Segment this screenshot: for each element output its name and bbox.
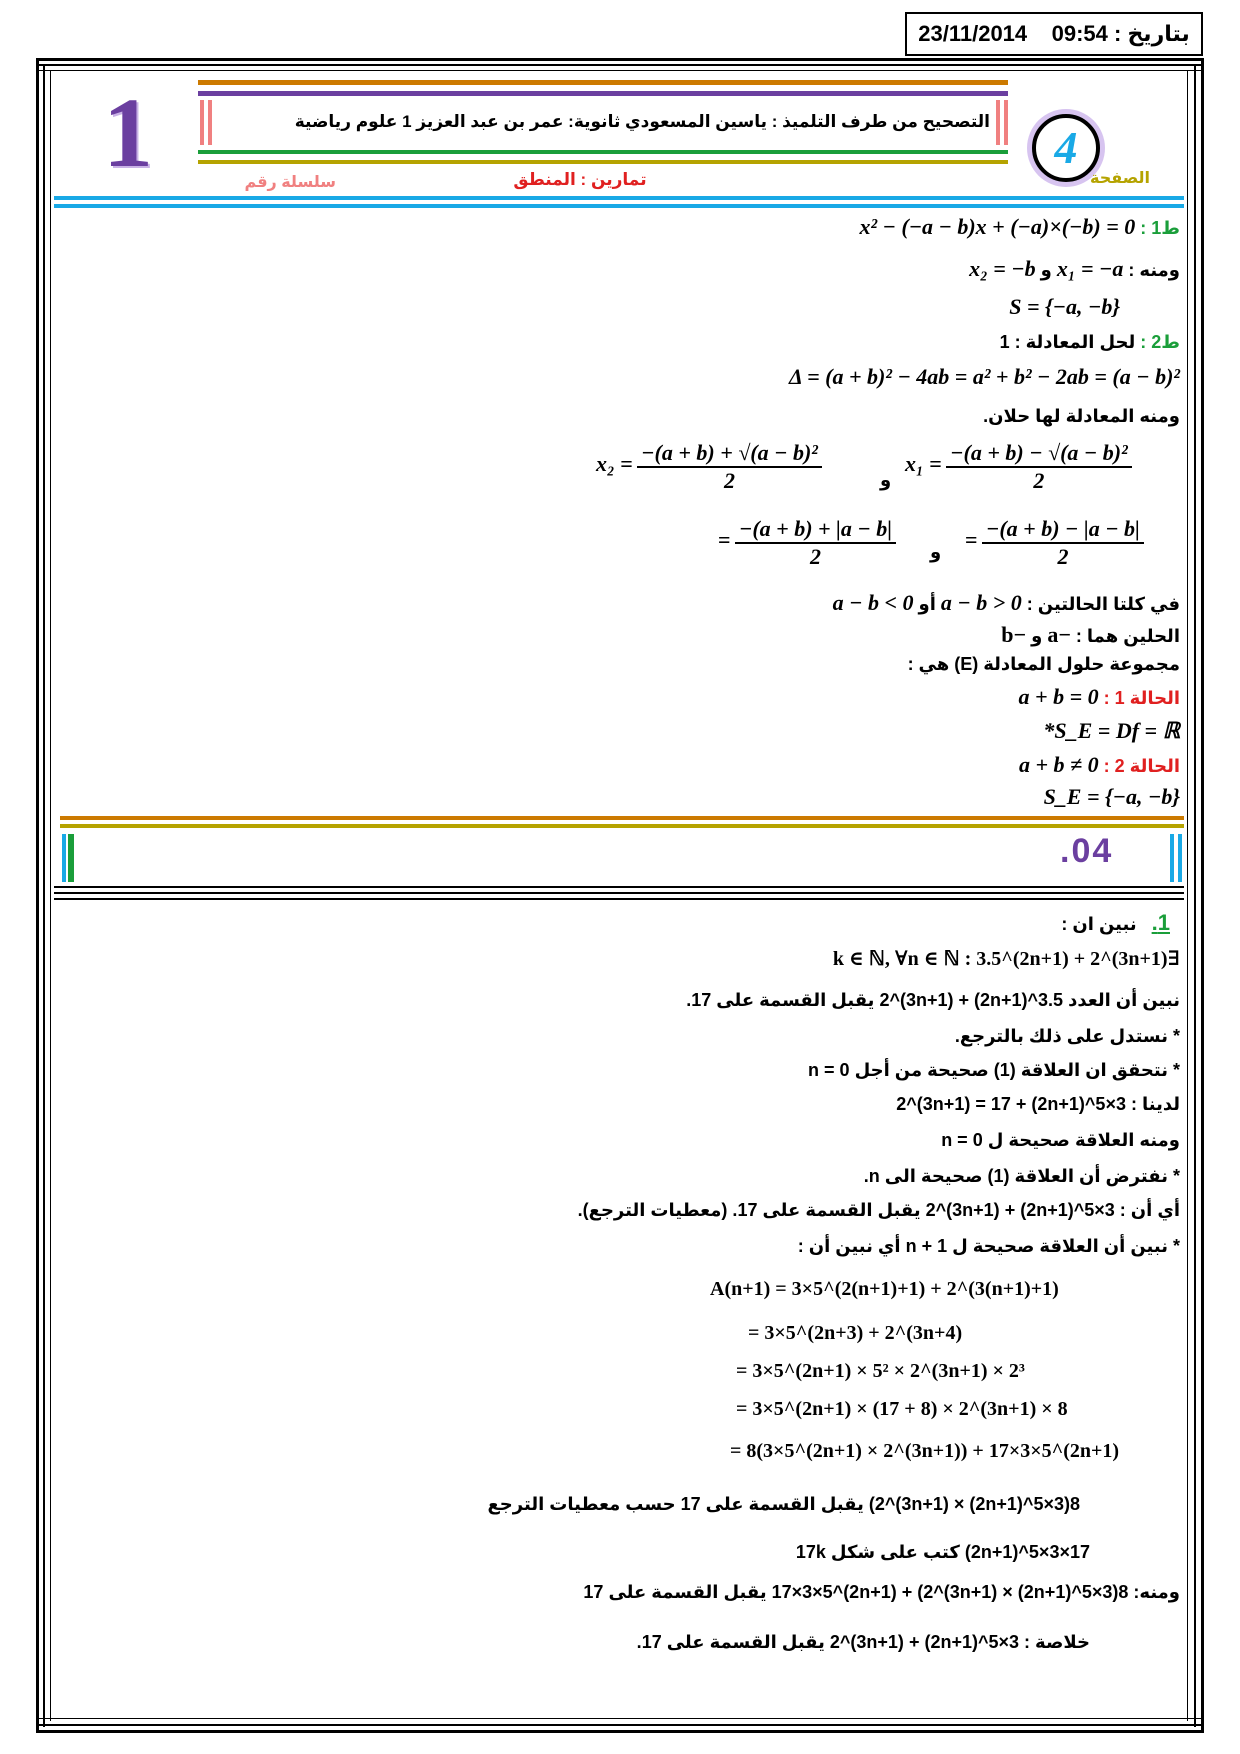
case2-label: الحالة 2 :: [1103, 756, 1180, 776]
case1-label: الحالة 1 :: [1103, 688, 1180, 708]
frame-left-3: [50, 70, 51, 1721]
pink-bar-right-1: [996, 100, 1000, 145]
q1-hence-line: [969, 256, 1180, 282]
q1-hence-label: ومنه :: [1128, 260, 1180, 280]
case-neg: a − b < 0: [832, 590, 914, 615]
p2-l6: * نفترض أن العلاقة (1) صحيحة الى n.: [863, 1166, 1180, 1186]
section-bar-green: [68, 834, 74, 882]
date-label: بتاريخ :: [1114, 21, 1190, 46]
time-value: 09:54: [1051, 21, 1108, 46]
x2-lhs: x₂ =: [596, 451, 633, 477]
case2-set: S_E = {−a, −b}: [1043, 784, 1180, 809]
abs-x2-numerator: −(a + b) + |a − b|: [735, 516, 896, 544]
case2-cond: a + b ≠ 0: [1019, 752, 1099, 777]
abs-x1-denominator: 2: [1057, 544, 1069, 569]
frame-top-3: [36, 70, 1204, 71]
section-rule-3: [54, 898, 1184, 900]
frame-bottom-2: [36, 1724, 1204, 1726]
date-box: [905, 12, 1203, 56]
case-pos: a − b > 0: [940, 590, 1022, 615]
x2-denominator: 2: [724, 468, 736, 493]
show-that: نبين ان :: [1061, 914, 1137, 934]
case2-set-line: [1044, 784, 1180, 810]
page-label: الصفحة: [1090, 170, 1151, 187]
abs-x1-numerator: −(a + b) − |a − b|: [982, 516, 1144, 544]
abs-x2-denominator: 2: [810, 544, 822, 569]
x2-fraction: [637, 440, 822, 494]
case2-line: [1019, 752, 1180, 778]
series-number-logo: [88, 77, 168, 188]
derivation-a1: A(n+1) = 3×5^(2(n+1)+1) + 2^(3(n+1)+1): [710, 1278, 1059, 1300]
header-band-purple: [198, 91, 1008, 96]
x1-denominator: 2: [1033, 468, 1045, 493]
derivation-a3: = 3×5^(2n+1) × 5² × 2^(3n+1) × 2³: [736, 1360, 1025, 1382]
frame-left-1: [36, 58, 39, 1733]
section-rule-1: [54, 886, 1184, 888]
divider-orange-1: [60, 816, 1184, 820]
header-band-green: [198, 150, 1008, 154]
q2-text: لحل المعادلة : 1: [999, 332, 1136, 352]
section-bar-right-cyan-2: [1178, 834, 1182, 882]
derivation-a2: = 3×5^(2n+3) + 2^(3n+4): [748, 1322, 963, 1344]
x2-numerator: −(a + b) + √(a − b)²: [637, 440, 822, 468]
frame-right-2: [1194, 64, 1196, 1727]
header-title: التصحيح من طرف التلميذ : ياسين المسعودي ثانوية: عمر بن عبد العزيز 1 علوم رياضية: [294, 112, 990, 131]
abs-x1-block: [965, 516, 1144, 570]
x1-lhs: x₁ =: [905, 451, 942, 477]
both-cases-line: [833, 590, 1180, 616]
section-bar-right-cyan: [1170, 834, 1174, 882]
statement: ∃k ∈ ℕ, ∀n ∈ ℕ : 3.5^(2n+1) + 2^(3n+1): [832, 948, 1180, 970]
abs-x1-fraction: [982, 516, 1144, 570]
two-solutions-line: ومنه المعادلة لها حلان.: [983, 406, 1180, 426]
sol-and: و: [1031, 626, 1043, 646]
header-band-cyan-2: [54, 204, 1184, 208]
series-number: 1: [103, 77, 153, 188]
pink-bar-left-1: [200, 100, 204, 145]
q1-equation: x² − (−a − b)x + (−a)×(−b) = 0: [859, 214, 1136, 239]
delta-equation: Δ = (a + b)² − 4ab = a² + b² − 2ab = (a − b)²: [789, 364, 1180, 389]
frame-bottom-3: [36, 1730, 1204, 1733]
case1-line: [1019, 684, 1180, 710]
frame-bottom-1: [36, 1718, 1204, 1719]
p2-l12: خلاصة : 3×5^(2n+1) + 2^(3n+1) يقبل القسمة على 17.: [636, 1632, 1090, 1652]
sol-a: −a: [1047, 622, 1071, 647]
q1-set: S = {−a, −b}: [1009, 294, 1120, 319]
delta-line: [789, 364, 1180, 390]
frame-top-1: [36, 58, 1204, 61]
case1-set-line: [1043, 718, 1180, 744]
divider-olive: [60, 824, 1184, 828]
root-x1-block: [905, 440, 1132, 494]
header-band-cyan-1: [54, 196, 1184, 200]
statement-line: [833, 946, 1180, 971]
date-value: 23/11/2014: [918, 21, 1028, 46]
set-E-line: مجموعة حلول المعادلة (E) هي :: [907, 654, 1180, 674]
exercise-number: .04: [1060, 832, 1114, 870]
p2-l7: أي أن : 3×5^(2n+1) + 2^(3n+1) يقبل القسمة على 17. (معطيات الترجع).: [577, 1200, 1180, 1220]
q1-label: ط1 :: [1140, 218, 1180, 238]
frame-top-2: [36, 64, 1204, 66]
abs-and: و: [930, 542, 942, 562]
roots-and: و: [880, 470, 892, 490]
case-or: أو: [918, 594, 936, 614]
pink-bar-left-2: [208, 100, 212, 145]
exercise-subtitle: تمارين : المنطق: [513, 170, 647, 189]
section-bar-cyan: [62, 834, 66, 882]
frame-right-3: [1187, 70, 1188, 1721]
sol-b: −b: [1001, 622, 1027, 647]
derivation-a5: = 8(3×5^(2n+1) × 2^(3n+1)) + 17×3×5^(2n+1): [730, 1440, 1120, 1462]
frame-left-2: [43, 64, 45, 1727]
p2-l10: 17×3×5^(2n+1) كتب على شكل 17k: [795, 1542, 1090, 1562]
solutions-are-label: الحلين هما :: [1075, 626, 1180, 646]
derivation-a4: = 3×5^(2n+1) × (17 + 8) × 2^(3n+1) × 8: [736, 1398, 1068, 1420]
abs-x2-fraction: [735, 516, 896, 570]
root-x2-block: [596, 440, 822, 494]
q2-label: ط2 :: [1140, 332, 1180, 352]
p2-l1: نبين أن العدد 3.5^(2n+1) + 2^(3n+1) يقبل القسمة على 17.: [686, 990, 1180, 1010]
x1-fraction: [946, 440, 1132, 494]
abs-x2-eq: =: [718, 527, 731, 553]
pink-bar-right-2: [1004, 100, 1008, 145]
q1-marker: 1.: [1151, 910, 1170, 935]
section-rule-2: [54, 892, 1184, 894]
p2-l4: لدينا : 3×5^(2n+1) + 2^(3n+1) = 17: [896, 1094, 1180, 1114]
series-label: سلسلة رقم: [244, 174, 336, 191]
q2-line: [1000, 332, 1180, 353]
x1-numerator: −(a + b) − √(a − b)²: [946, 440, 1132, 468]
p2-l3: * نتحقق ان العلاقة (1) صحيحة من أجل n = 0: [808, 1060, 1180, 1080]
q1-line: [859, 214, 1180, 240]
p2-l11: ومنه: 8(3×5^(2n+1) × 2^(3n+1)) + 17×3×5^(2n+1) يقبل القسمة على 17: [583, 1582, 1180, 1602]
p2-l2: * نستدل على ذلك بالترجع.: [954, 1026, 1180, 1046]
both-cases-label: في كلتا الحالتين :: [1026, 594, 1180, 614]
header-band-olive: [198, 160, 1008, 164]
abs-x2-block: [718, 516, 896, 570]
solutions-are-line: [1001, 622, 1180, 648]
q1-x2: x₂ = −b: [969, 256, 1036, 281]
frame-right-1: [1201, 58, 1204, 1733]
page-number: 4: [1054, 122, 1078, 173]
q1-and: و: [1040, 260, 1052, 280]
p2-l9: 8(3×5^(2n+1) × 2^(3n+1)) يقبل القسمة على 17 حسب معطيات الترجع: [487, 1494, 1080, 1514]
p2-l8: * نبين أن العلاقة صحيحة ل n + 1 أي نبين أن :: [797, 1236, 1180, 1256]
header-band-orange: [198, 80, 1008, 85]
abs-x1-eq: =: [965, 527, 978, 553]
case1-set: S_E = Df = ℝ*: [1043, 718, 1180, 743]
q1-x1: x₁ = −a: [1056, 256, 1124, 281]
p2-l5: ومنه العلاقة صحيحة ل n = 0: [941, 1130, 1180, 1150]
q1-set-line: [1009, 294, 1120, 320]
case1-cond: a + b = 0: [1018, 684, 1099, 709]
show-that-line: [1061, 910, 1170, 936]
